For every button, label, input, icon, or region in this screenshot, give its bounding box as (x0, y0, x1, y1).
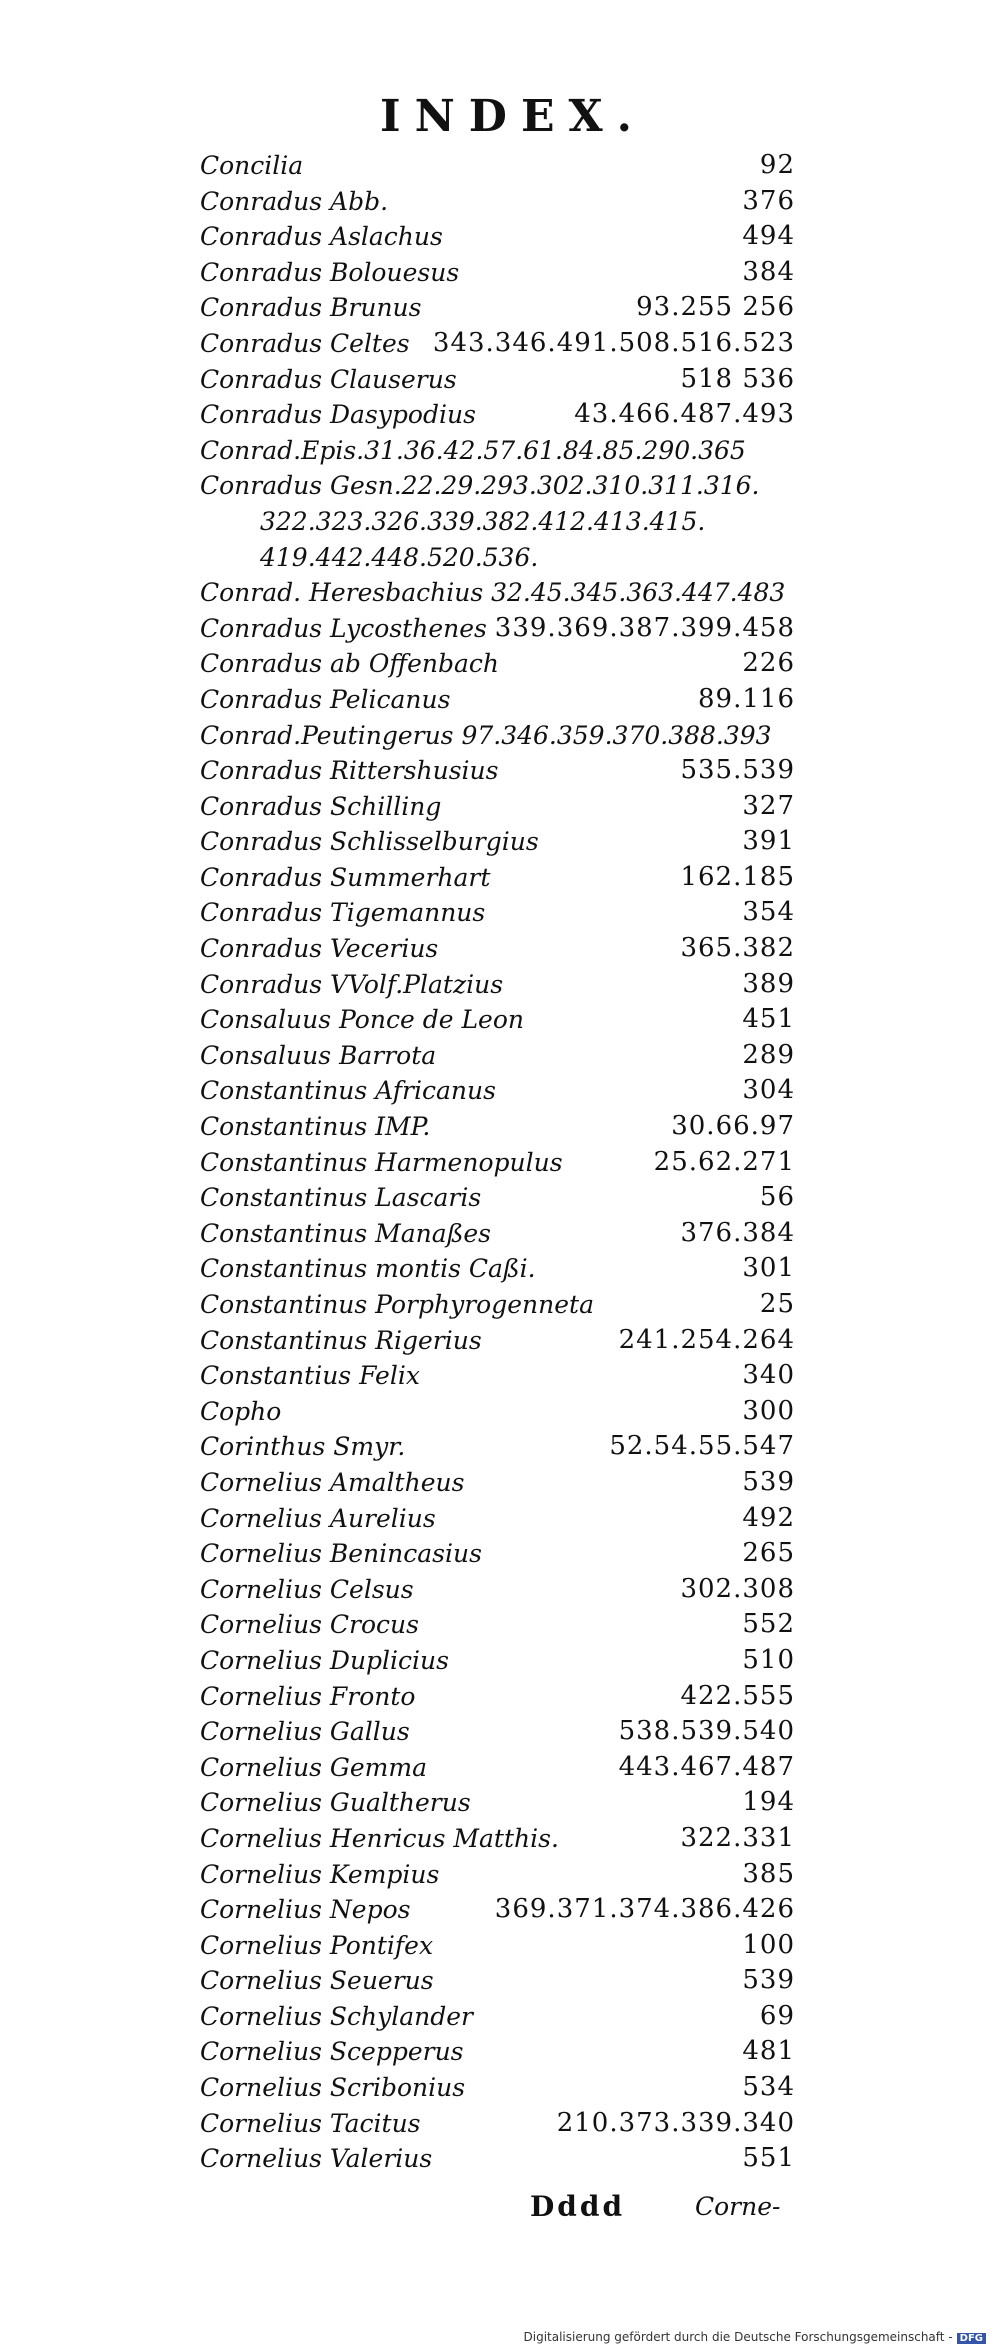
entry-pages: 93.255 256 (636, 292, 795, 323)
index-entry (200, 1679, 795, 1715)
index-entry (200, 1928, 795, 1964)
catchword: Corne- (695, 2192, 781, 2221)
entry-pages: 226 (742, 648, 795, 679)
entry-name: Conradus Clauserus (200, 364, 457, 394)
entry-pages: 52.54.55.547 (609, 1431, 795, 1462)
index-entry (200, 504, 795, 540)
entry-pages: 389 (742, 968, 795, 999)
entry-name: Conradus Schlisselburgius (200, 827, 539, 857)
entry-pages: 538.539.540 (618, 1716, 795, 1747)
index-entry (200, 1785, 795, 1821)
entry-pages: 552 (742, 1609, 795, 1640)
index-entry (200, 326, 795, 362)
entry-pages: 241.254.264 (618, 1324, 795, 1355)
index-entry (200, 1501, 795, 1537)
entry-pages: 302.308 (680, 1573, 795, 1604)
entry-pages: 376.384 (680, 1217, 795, 1248)
entry-pages: 194 (742, 1787, 795, 1818)
index-entry (200, 362, 795, 398)
entry-pages: 343.346.491.508.516.523 (432, 327, 795, 358)
index-entry (200, 824, 795, 860)
entry-pages: 30.66.97 (671, 1111, 795, 1142)
entry-name: Conradus Celtes (200, 328, 410, 358)
signature-mark: Dddd (530, 2190, 626, 2223)
entry-pages: 535.539 (680, 755, 795, 786)
entry-pages: 376 (742, 185, 795, 216)
entry-name: Conradus Tigemannus (200, 898, 486, 928)
entry-pages: 89.116 (698, 683, 795, 714)
entry-pages: 210.373.339.340 (556, 2107, 795, 2138)
entry-pages: 494 (742, 221, 795, 252)
index-entry (200, 397, 795, 433)
index-entry (200, 860, 795, 896)
entry-name: Constantinus Harmenopulus (200, 1147, 563, 1177)
index-entry (200, 2141, 795, 2177)
digitization-credit (524, 2330, 987, 2344)
entry-pages: 162.185 (680, 861, 795, 892)
index-entry (200, 1394, 795, 1430)
index-entry (200, 1323, 795, 1359)
entry-pages: 534 (742, 2072, 795, 2103)
entry-name: Conradus Aslachus (200, 222, 443, 252)
entry-name: 419.442.448.520.536. (260, 542, 539, 572)
index-entry (200, 1821, 795, 1857)
index-entry (200, 646, 795, 682)
entry-name: Cornelius Valerius (200, 2144, 433, 2174)
index-entry (200, 1892, 795, 1928)
entry-name: Cornelius Amaltheus (200, 1467, 465, 1497)
entry-name: Constantinus Manaßes (200, 1218, 492, 1248)
entry-name: Conradus Summerhart (200, 862, 491, 892)
index-entry (200, 1465, 795, 1501)
entry-name: Constantinus Porphyrogenneta (200, 1290, 594, 1319)
index-entry (200, 184, 795, 220)
entry-name: Consaluus Ponce de Leon (200, 1005, 524, 1035)
entry-name: Cornelius Pontifex (200, 1930, 434, 1960)
index-entry (200, 1145, 795, 1181)
index-entry (200, 1358, 795, 1394)
entry-pages: 92 (759, 150, 795, 180)
entry-name: Conradus Pelicanus (200, 684, 451, 714)
entry-name: Cornelius Duplicius (200, 1645, 449, 1675)
index-entry (200, 1216, 795, 1252)
entry-pages: 518 536 (680, 363, 795, 394)
index-entry (200, 1572, 795, 1608)
entry-name: Conradus Brunus (200, 293, 422, 323)
entry-name: Copho (200, 1396, 282, 1426)
entry-pages: 539 (742, 1466, 795, 1497)
entry-pages: 451 (742, 1004, 795, 1035)
entry-name: Conradus Lycosthenes (200, 613, 487, 643)
index-entry (200, 1643, 795, 1679)
entry-pages: 301 (742, 1253, 795, 1284)
entry-pages: 69 (759, 2000, 795, 2031)
index-entry (200, 290, 795, 326)
entry-name: Cornelius Gualtherus (200, 1788, 471, 1818)
index-entry (200, 1536, 795, 1572)
entry-pages: 369.371.374.386.426 (494, 1894, 795, 1925)
entry-pages: 340 (742, 1360, 795, 1391)
entry-name: 322.323.326.339.382.412.413.415. (260, 506, 706, 536)
index-entry (200, 1038, 795, 1074)
index-entry (200, 1714, 795, 1750)
entry-name: Cornelius Gemma (200, 1752, 427, 1782)
index-entry (200, 1109, 795, 1145)
index-entry (200, 468, 795, 504)
entry-pages: 322.331 (680, 1822, 795, 1853)
entry-name: Cornelius Kempius (200, 1859, 440, 1889)
entry-name: Conradus Abb. (200, 186, 389, 216)
entry-name: Constantinus Lascaris (200, 1183, 482, 1213)
entry-name: Conrad.Peutingerus 97.346.359.370.388.393 (200, 720, 772, 750)
index-entry (200, 255, 795, 291)
entry-pages: 384 (742, 256, 795, 287)
entry-name: Conradus Bolouesus (200, 257, 460, 287)
entry-pages: 391 (742, 826, 795, 857)
entry-name: Cornelius Scepperus (200, 2037, 464, 2067)
entry-pages: 339.369.387.399.458 (494, 612, 795, 643)
entry-name: Constantinus montis Caßi. (200, 1254, 536, 1284)
index-entry (200, 682, 795, 718)
entry-pages: 443.467.487 (618, 1751, 795, 1782)
index-entry (200, 433, 795, 469)
entry-name: Corinthus Smyr. (200, 1432, 406, 1462)
index-list (200, 148, 795, 2177)
entry-pages: 25.62.271 (653, 1146, 795, 1177)
credit-text: Digitalisierung gefördert durch die Deutsche Forschungsgemeinschaft - (523, 2330, 953, 2344)
entry-name: Conrad. Heresbachius 32.45.345.363.447.483 (200, 578, 786, 608)
entry-name: Cornelius Scribonius (200, 2073, 466, 2103)
entry-name: Cornelius Crocus (200, 1610, 419, 1640)
entry-name: Cornelius Fronto (200, 1681, 416, 1711)
index-entry (200, 1750, 795, 1786)
dfg-logo: DFG (957, 2333, 986, 2344)
index-entry (200, 2070, 795, 2106)
entry-name: Constantinus Rigerius (200, 1325, 482, 1355)
index-entry (200, 1999, 795, 2035)
entry-pages: 510 (742, 1644, 795, 1675)
entry-pages: 56 (759, 1182, 795, 1213)
entry-name: Cornelius Celsus (200, 1574, 414, 1604)
entry-name: Conradus Schilling (200, 791, 442, 821)
entry-pages: 539 (742, 1965, 795, 1996)
entry-pages: 43.466.487.493 (574, 399, 795, 430)
entry-name: Cornelius Aurelius (200, 1503, 436, 1533)
entry-name: Conradus Gesn.22.29.293.302.310.311.316. (200, 471, 760, 501)
index-entry (200, 753, 795, 789)
index-entry (200, 1251, 795, 1287)
index-entry (200, 2106, 795, 2142)
entry-pages: 327 (742, 790, 795, 821)
index-entry (200, 967, 795, 1003)
entry-pages: 385 (742, 1858, 795, 1889)
entry-name: Cornelius Nepos (200, 1895, 411, 1925)
index-entry (200, 1429, 795, 1465)
entry-name: Conradus ab Offenbach (200, 649, 499, 679)
entry-name: Consaluus Barrota (200, 1040, 437, 1070)
entry-name: Constantius Felix (200, 1361, 420, 1391)
entry-name: Conradus Vecerius (200, 934, 439, 964)
entry-name: Conradus Rittershusius (200, 756, 499, 786)
index-entry (200, 1002, 795, 1038)
entry-pages: 265 (742, 1538, 795, 1569)
entry-pages: 25 (759, 1289, 795, 1319)
entry-name: Constantinus Africanus (200, 1076, 496, 1106)
entry-name: Cornelius Seuerus (200, 1966, 434, 1996)
index-entry (200, 718, 795, 754)
entry-pages: 492 (742, 1502, 795, 1533)
index-entry (200, 1857, 795, 1893)
entry-pages: 300 (742, 1395, 795, 1426)
entry-name: Cornelius Tacitus (200, 2108, 421, 2138)
entry-pages: 422.555 (680, 1680, 795, 1711)
entry-name: Conradus VVolf.Platzius (200, 969, 504, 999)
index-entry (200, 1607, 795, 1643)
index-entry (200, 219, 795, 255)
entry-name: Conrad.Epis.31.36.42.57.61.84.85.290.365 (200, 435, 746, 465)
entry-name: Concilia (200, 151, 304, 180)
entry-name: Cornelius Gallus (200, 1717, 410, 1747)
index-entry (200, 2034, 795, 2070)
entry-pages: 289 (742, 1039, 795, 1070)
entry-pages: 100 (742, 1929, 795, 1960)
index-entry (200, 611, 795, 647)
index-entry (200, 1963, 795, 1999)
entry-name: Cornelius Henricus Matthis. (200, 1823, 559, 1853)
index-entry (200, 148, 795, 184)
entry-name: Cornelius Benincasius (200, 1539, 482, 1569)
entry-pages: 365.382 (680, 933, 795, 964)
entry-pages: 481 (742, 2036, 795, 2067)
entry-pages: 551 (742, 2143, 795, 2174)
entry-pages: 354 (742, 897, 795, 928)
entry-pages: 304 (742, 1075, 795, 1106)
index-entry (200, 895, 795, 931)
entry-name: Cornelius Schylander (200, 2001, 473, 2031)
index-entry (200, 931, 795, 967)
index-entry (200, 1073, 795, 1109)
index-entry (200, 1287, 795, 1323)
entry-name: Conradus Dasypodius (200, 400, 476, 430)
page-title: INDEX. (380, 91, 646, 142)
entry-name: Constantinus IMP. (200, 1112, 431, 1142)
index-entry (200, 540, 795, 576)
index-entry (200, 1180, 795, 1216)
index-entry (200, 789, 795, 825)
index-entry (200, 575, 795, 611)
